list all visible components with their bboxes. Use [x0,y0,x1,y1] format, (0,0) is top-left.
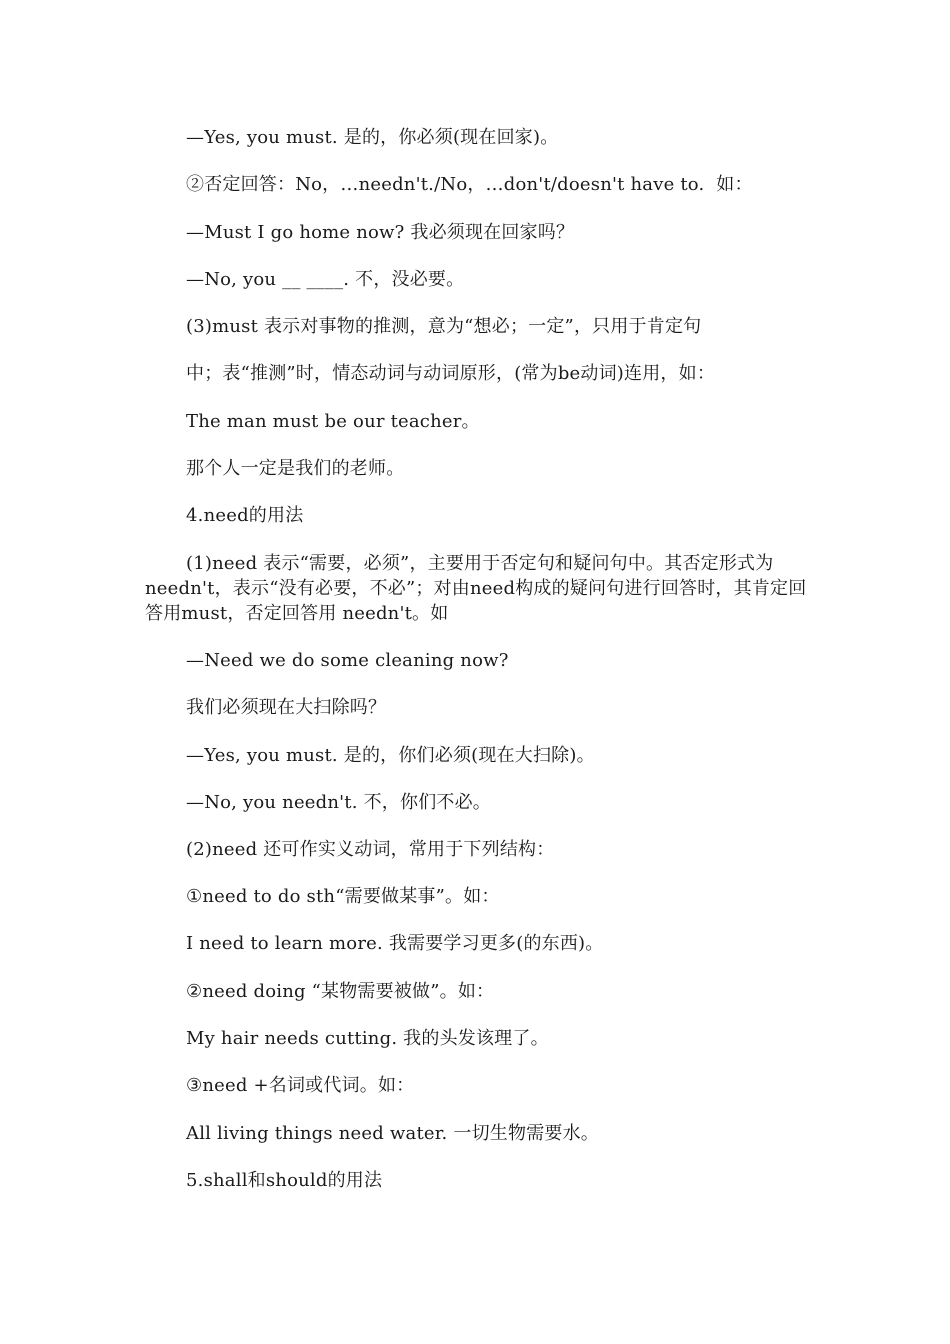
text-line: 我们必须现在大扫除吗？ [186,697,387,718]
text-line: ③need +名词或代词。如： [186,1075,415,1096]
text-line: 那个人一定是我们的老师。 [186,458,405,479]
text-line: —Must I go home now? 我必须现在回家吗？ [186,222,575,243]
text-line: (3)must 表示对事物的推测，意为“想必；一定”，只用于肯定句 [186,316,702,337]
text-line: My hair needs cutting. 我的头发该理了。 [186,1028,549,1049]
text-line: —No, you __ ____. 不，没必要。 [186,269,465,290]
text-line: —Yes, you must. 是的，你必须(现在回家)。 [186,127,559,148]
text-line: ①need to do sth“需要做某事”。如： [186,886,500,907]
text-line: I need to learn more. 我需要学习更多(的东西)。 [186,933,604,954]
text-line: All living things need water. 一切生物需要水。 [186,1123,600,1144]
text-line: (2)need 还可作实义动词，常用于下列结构： [186,839,555,860]
text-line: The man must be our teacher。 [186,411,480,432]
section-heading: 4.need的用法 [186,505,304,526]
text-line: —No, you needn't. 不，你们不必。 [186,792,491,813]
text-line: ②need doing “某物需要被做”。如： [186,981,495,1002]
text-line: —Need we do some cleaning now? [186,650,509,671]
text-line: ②否定回答：No，…needn't./No，…don't/doesn't have to. 如： [186,174,753,195]
text-line: 中；表“推测”时，情态动词与动词原形，(常为be动词)连用，如： [186,363,716,384]
section-heading: 5.shall和should的用法 [186,1170,383,1191]
paragraph: (1)need 表示“需要，必须”，主要用于否定句和疑问句中。其否定形式为needn't，表示“没有必要，不必”；对由need构成的疑问句进行回答时，其肯定回答用must，否定回答用 needn't。如 [145,553,807,624]
text-line: —Yes, you must. 是的，你们必须(现在大扫除)。 [186,745,595,766]
